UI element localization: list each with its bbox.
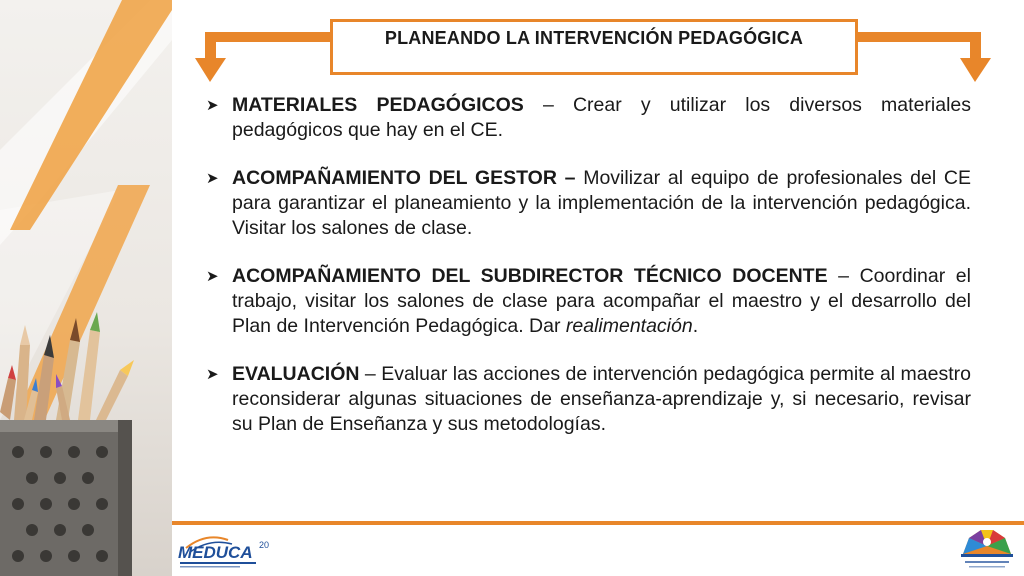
bullet-item-subdirector — [206, 264, 971, 339]
bullet-body: Crear y utilizar los diversos materiales pedagógicos que hay en el CE. — [232, 94, 972, 141]
meduca-logo-text: MEDUCA — [178, 543, 253, 562]
slide-title: PLANEANDO LA INTERVENCIÓN PEDAGÓGICA — [384, 28, 804, 48]
aprende-emblem-logo — [955, 520, 1019, 572]
bullet-dash: – — [827, 265, 860, 287]
arrow-bullet-icon: ➤ — [206, 97, 219, 114]
footer-accent-bar — [172, 521, 1024, 525]
title-frame — [330, 19, 858, 75]
arrow-bullet-icon: ➤ — [206, 268, 219, 285]
bullet-heading: ACOMPAÑAMIENTO DEL SUBDIRECTOR TÉCNICO DOCENTE — [232, 265, 828, 287]
bullet-heading: EVALUACIÓN — [232, 363, 360, 385]
bullet-item-gestor — [206, 166, 971, 241]
bullet-item-materiales — [206, 93, 971, 143]
bullet-item-evaluacion — [206, 362, 971, 437]
left-down-arrow-icon — [195, 58, 226, 82]
bullet-body: Coordinar el trabajo, visitar los salones de clase para acompañar el maestro y el desarrollo del Plan de Intervención Pedagógica. Dar — [232, 265, 971, 337]
right-bracket-bar — [856, 32, 981, 62]
bullet-body: Movilizar al equipo de profesionales del CE para garantizar el planeamiento y la implementación de la intervención pedagógica. Visitar los salones de clase. — [232, 167, 971, 239]
bullet-list — [206, 93, 971, 460]
arrow-bullet-icon: ➤ — [206, 170, 219, 187]
right-down-arrow-icon — [960, 58, 991, 82]
meduca-logo-suffix: 20 — [259, 540, 270, 550]
bullet-heading: MATERIALES PEDAGÓGICOS — [232, 94, 524, 116]
bullet-dash: – — [523, 94, 573, 116]
bullet-body: Evaluar las acciones de intervención pedagógica permite al maestro reconsiderar algunas situaciones de enseñanza-aprendizaje y, si necesario, revisar su Plan de Enseñanza y sus metodologías. — [232, 363, 971, 435]
meduca-logo — [176, 526, 276, 574]
bullet-body-end: . — [692, 315, 699, 337]
bullet-body-italic: realimentación — [565, 315, 693, 337]
left-bracket-bar — [205, 32, 332, 62]
arrow-bullet-icon: ➤ — [206, 366, 219, 383]
bullet-dash: – — [359, 363, 382, 385]
bullet-heading: ACOMPAÑAMIENTO DEL GESTOR – — [232, 167, 576, 189]
